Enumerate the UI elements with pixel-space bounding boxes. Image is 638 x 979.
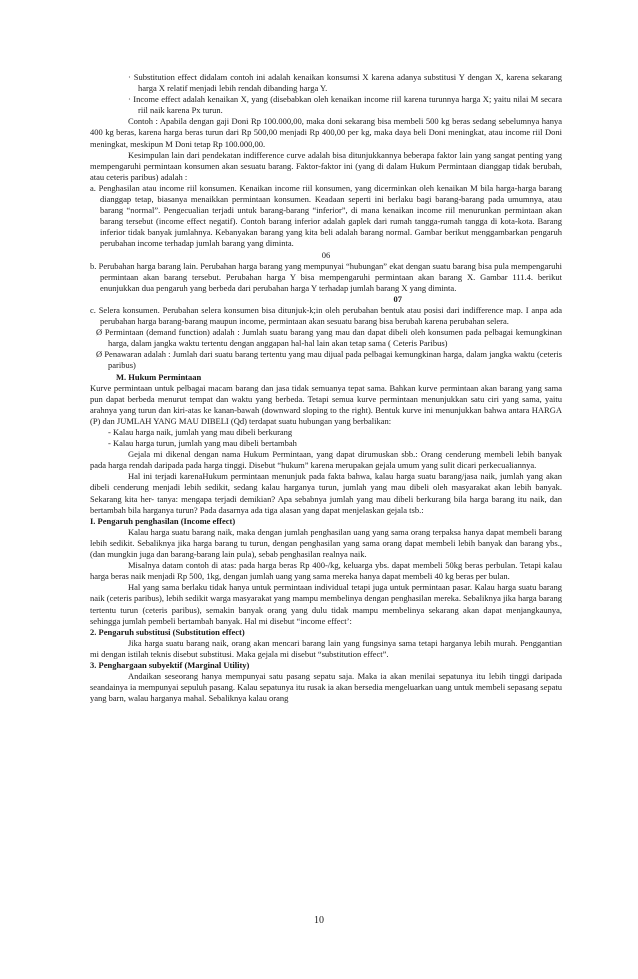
heading-income-effect: I. Pengaruh penghasilan (Income effect): [90, 515, 236, 526]
income-paragraph-1: Kalau harga suatu barang naik, maka dengan jumlah penghasilan uang yang sama orang terpaksa hanya dapat membeli barang lebih sedikit. Sebaliknya jika harga barang tu turun, dengan penghasilan yang sama orang dapat membeli lebih banyak dan barang ybs., (dan mungkin juga dan barang-barang lain pula), sebab penghasilan realnya naik.: [90, 526, 562, 560]
income-paragraph-3: Hal yang sama berlaku tidak hanya untuk permintaan individual tetapi juga untuk permintaan pasar. Kalau harga suatu barang naik (ceteris paribus), lebih sedikit warga masyarakat yang mampu membelinya dengan penghasilan mereka. Sebaliknya jika harga barang tertentu turun (ceteris paribus), semakin banyak orang yang dulu tidak mampu membelinya sekarang akan dapat menjangkaunya, sehingga jumlah pembeli bertambah banyak. Hal mi disebut “income effect’:: [90, 582, 562, 626]
figure-number-07: 07: [393, 293, 402, 304]
marginal-utility-paragraph: Andaikan seseorang hanya mempunyai satu pasang sepatu saja. Maka ia akan menilai sepatunya itu lebih tinggi daripada seandainya ia mempunyai sepuluh pasang. Kalau sepatunya itu rusak ia akan bersedia mengeluarkan uang untuk membeli sepasang sepatu yang barn, walau harganya mahal. Sebaliknya kalau orang: [90, 671, 562, 704]
permintaan-definition: Ø Permintaan (demand function) adalah : Jumlah suatu barang yang mau dan dapat dibeli oleh konsumen pada pelbagai kemungkinan harga, dalam jangka waktu tertentu dengan anggapan hal-hal lain akan tetap sama ( Ceteris Paribus): [96, 327, 562, 349]
kesimpulan-paragraph: Kesimpulan lain dari pendekatan indifference curve adalah bisa ditunjukkannya beberapa faktor lain yang sangat penting yang mempengaruhi permintaan konsumen akan sesuatu barang. Faktor-faktor ini (yang di dalam Hukum Permintaan dianggap tidak berubah, atau ceteris paribus) adalah :: [90, 149, 562, 182]
page-number: 10: [314, 915, 324, 926]
substitution-bullet: · Substitution effect didalam contoh ini adalah kenaikan konsumsi X karena adanya substitusi Y dengan X, karena sekarang harga X relatif menjadi lebih rendah dibanding harga Y.: [128, 72, 562, 94]
dash-item-1: - Kalau harga naik, jumlah yang mau dibeli berkurang: [108, 427, 293, 437]
item-c: c. Selera konsumen. Perubahan selera konsumen bisa ditunjuk-k;in oleh perubahan bentuk atau posisi dari indifference map. I anpa ada perubahan harga barang-barang maupun income, permintaan akan sesuatu barang bisa berubah karena perubahan selera.: [90, 304, 562, 327]
heading-marginal-utility: 3. Penghargaan subyektif (Marginal Utility): [90, 659, 250, 670]
penawaran-definition: Ø Penawaran adalah : Jumlah dari suatu barang tertentu yang mau dijual pada pelbagai kemungkinan harga, dalam jangka waktu (ceteris paribus): [96, 349, 562, 371]
contoh-paragraph: Contoh : Apabila dengan gaji Doni Rp 100.000,00, maka doni sekarang bisa membeli 500 kg beras sedang sebelumnya hanya 400 kg beras, karena harga beras turun dari Rp 500,00 menjadi Rp 400,00 per kg, maka daya beli Doni meningkat, atau income riil Doni meningkat, meskipun M Doni tetap Rp 100.000,00.: [90, 116, 562, 149]
dash-item-2: - Kalau harga turun, jumlah yang mau dibeli bertambah: [108, 438, 297, 449]
heading-substitution-effect: 2. Pengaruh substitusi (Substitution effect): [90, 626, 245, 637]
kurve-paragraph: Kurve permintaan untuk pelbagai macam barang dan jasa tidak semuanya tepat sama. Bahkan kurve permintaan akan barang yang sama pun dapat berbeda menurut tempat dan waktu yang berbeda. Tetapi semua kurve permintaan menunjukkan satu ciri yang sama, yaitu arahnya yang turun dan kiri-atas ke kanan-bawah (downward sloping to the right). Bentuk kurve ini menunjukkan bahwa antara HARGA (P) dan JUMLAH YANG MAU DIBELI (Qd) terdapat suatu hubungan yang berbalikan:: [90, 382, 562, 426]
figure-number-06: 06: [321, 249, 331, 260]
document-body: [90, 72, 562, 704]
item-b: b. Perubahan harga barang lain. Perubahan harga barang yang mempunyai “hubungan” ekat dengan suatu barang bisa pula mempengaruhi permintaan akan barang tersebut. Perubahan harga Y bisa mempengaruhi permintaan akan barang X. Gambar 111.4. berikut enunjukkan dua pengaruh yang berbeda dari perubahan harga Y terhadap jumlah barang X yang diminta.: [90, 260, 562, 293]
income-bullet: · Income effect adalah kenaikan X, yang (disebabkan oleh kenaikan income riil karena turunnya harga X; yaitu nilai M secara riil naik karena Px turun.: [128, 94, 562, 116]
hal-ini-paragraph: Hal ini terjadi karenaHukum permintaan menunjuk pada fakta bahwa, kalau harga suatu barang/jasa naik, jumlah yang akan dibeli cenderung menjadi lebih sedikit, sedang kalau harganya turun, jumlah yang mau dibeli oleh masyarakat akan lebih banyak. Sekarang kita her- tanya: mengapa terjadi demikian? Apa sebabnya jumlah yang mau dibeli berkurang bila harga barang itu naik, dan bertambah bila harganya turun? Pada dasarnya ada tiga alasan yang dapat menjelaskan gejala tsb.:: [90, 471, 562, 515]
section-heading-m: M. Hukum Permintaan: [116, 371, 202, 382]
substitution-paragraph: Jika harga suatu barang naik, orang akan mencari barang lain yang fungsinya sama tetapi harganya lebih murah. Penggantian mi dengan istilah teknis disebut substitusi. Maka gejala mi disebut “substitution effect”.: [90, 637, 562, 659]
gejala-paragraph: Gejala mi dikenal dengan nama Hukum Permintaan, yang dapat dirumuskan sbb.: Orang cenderung membeli lebih banyak pada harga rendah daripada pada harga tinggi. Disebut “hukum” karena merupakan gejala umum yang sulit dicari perkecualiannya.: [90, 449, 562, 471]
item-a: a. Penghasilan atau income riil konsumen. Kenaikan income riil konsumen, yang dicerminkan oleh kenaikan M bila harga-harga barang dianggap tetap, biasanya menaikkan permintaan konsumen. Keadaan seperti ini berlaku bagi barang-barang pada umumnya, atau barang “normal”. Pengecualian terjadi untuk barang-barang “inferior”, di mana kenaikan income riil menurunkan permintaan akan barang tersebut (income effect negatif). Contoh barang inferior adalah gaplek dari rumah tangga-rumah tangga di kota-kota. Barang inferior tidak banyak jumlahnya. Kebanyakan barang yang kita beli adalah barang normal. Gambar berikut menggambarkan pengaruh perubahan income terhadap jumlah barang yang diminta.: [90, 182, 562, 249]
income-paragraph-2: Misalnya datam contoh di atas: pada harga beras Rp 400-/kg, keluarga ybs. dapat membeli 50kg beras perbulan. Tetapi kalau harga beras naik menjadi Rp 500, 1kg, dengan jumlah uang yang sama mereka hanya dapat membeli 40 kg beras per bulan.: [90, 560, 562, 582]
